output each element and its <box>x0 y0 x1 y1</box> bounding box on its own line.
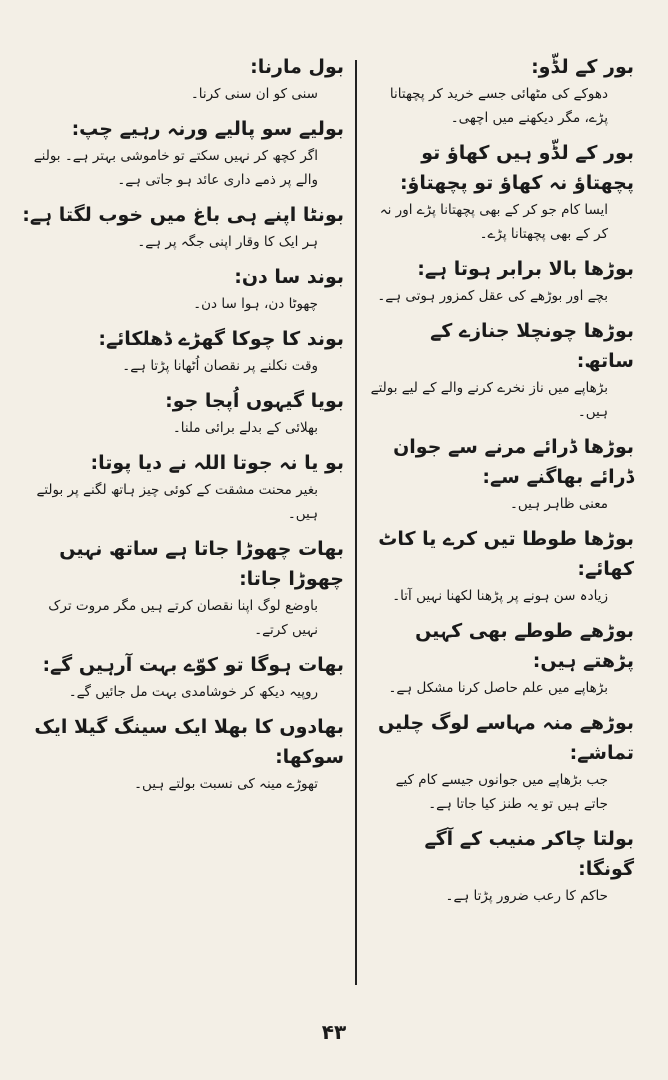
entry <box>368 432 634 516</box>
entry <box>22 52 344 106</box>
entry <box>368 708 634 816</box>
entry-headword: بونٹا اپنے ہی باغ میں خوب لگتا ہے: <box>22 204 344 226</box>
entry-definition: دھوکے کی مٹھائی جسے خرید کر پچھتانا پڑے، مگر دیکھنے میں اچھی۔ <box>389 86 608 126</box>
entry-definition: بغیر محنت مشقت کے کوئی چیز ہاتھ لگنے پر بولتے ہیں۔ <box>36 482 318 522</box>
entry-definition: بڑھاپے میں علم حاصل کرنا مشکل ہے۔ <box>388 680 608 696</box>
entry-headword: بویا گیہوں اُپجا جو: <box>165 390 344 412</box>
entry <box>368 254 634 308</box>
entry <box>368 52 634 130</box>
entry-definition: حاکم کا رعب ضرور پڑتا ہے۔ <box>445 888 608 904</box>
entry <box>368 138 634 246</box>
entry-definition: تھوڑے مینہ کی نسبت بولتے ہیں۔ <box>134 776 318 792</box>
entry-headword: بوڑھا چونچلا جنازے کے ساتھ: <box>430 320 634 372</box>
entry-headword: بوڑھا طوطا تیں کرے یا کاٹ کھائے: <box>378 528 634 580</box>
entry-headword: بوڑھے منہ مہاسے لوگ چلیں تماشے: <box>377 712 634 764</box>
entry-headword: بوڑھے طوطے بھی کہیں پڑھتے ہیں: <box>415 620 634 672</box>
entry-definition: اگر کچھ کر نہیں سکتے تو خاموشی بہتر ہے۔ بولنے والے پر ذمے داری عائد ہو جاتی ہے۔ <box>33 148 318 188</box>
entry-definition: بچے اور بوڑھے کی عقل کمزور ہوتی ہے۔ <box>377 288 608 304</box>
entry <box>22 114 344 192</box>
entry-headword: بوند سا دن: <box>234 266 344 288</box>
entry-definition: وقت نکلنے پر نقصان اُٹھانا پڑتا ہے۔ <box>122 358 318 374</box>
entry-definition: ایسا کام جو کر کے بھی پچھتانا پڑے اور نہ کر کے بھی پچھتانا پڑے۔ <box>379 202 608 242</box>
entry-headword: بور کے لڈّو: <box>531 56 634 78</box>
entry <box>22 712 344 796</box>
entry-headword: بولتا چاکر منیب کے آگے گونگا: <box>424 828 634 880</box>
entry-headword: بھات ہوگا تو کوّے بہت آرہیں گے: <box>42 654 344 676</box>
entry-definition: باوضع لوگ اپنا نقصان کرتے ہیں مگر مروت ترک نہیں کرتے۔ <box>48 598 318 638</box>
entry-definition: چھوٹا دن، ہوا سا دن۔ <box>193 296 318 312</box>
entry-headword: بوڑھا بالا برابر ہوتا ہے: <box>417 258 634 280</box>
entry <box>22 650 344 704</box>
entry <box>22 200 344 254</box>
entry <box>368 616 634 700</box>
entry-definition: روپیہ دیکھ کر خوشامدی بہت مل جائیں گے۔ <box>68 684 318 700</box>
entry-headword: بولیے سو پالیے ورنہ رہیے چپ: <box>71 118 344 140</box>
page-number: ۴۳ <box>321 1020 347 1044</box>
entry-definition: بھلائی کے بدلے برائی ملنا۔ <box>172 420 318 436</box>
entry-headword: بول مارنا: <box>250 56 344 78</box>
entry <box>22 534 344 642</box>
entry-headword: بو یا نہ جوتا اللہ نے دیا پوتا: <box>90 452 344 474</box>
entry <box>22 386 344 440</box>
entry-definition: جب بڑھاپے میں جوانوں جیسے کام کیے جاتے ہیں تو یہ طنز کیا جاتا ہے۔ <box>395 772 608 812</box>
entry-definition: سنی کو ان سنی کرنا۔ <box>190 86 318 102</box>
entry-headword: بھادوں کا بھلا ایک سینگ گیلا ایک سوکھا: <box>34 716 344 768</box>
entry-definition: زیادہ سن ہونے پر پڑھنا لکھنا نہیں آتا۔ <box>392 588 608 604</box>
entry <box>368 316 634 424</box>
entry-definition: ہر ایک کا وقار اپنی جگہ پر ہے۔ <box>137 234 318 250</box>
entry-headword: بور کے لڈّو ہیں کھاؤ تو پچھتاؤ نہ کھاؤ تو پچھتاؤ: <box>399 142 634 194</box>
entry <box>368 824 634 908</box>
entry <box>22 324 344 378</box>
left-column <box>22 52 344 804</box>
column-divider <box>355 60 357 985</box>
entry-definition: معنی ظاہر ہیں۔ <box>509 496 608 512</box>
entry-headword: بھات چھوڑا جاتا ہے ساتھ نہیں چھوڑا جاتا: <box>59 538 344 590</box>
entry <box>368 524 634 608</box>
right-column <box>368 52 634 916</box>
entry-headword: بوند کا چوکا گھڑے ڈھلکائے: <box>98 328 344 350</box>
entry-headword: بوڑھا ڈرائے مرنے سے جوان ڈرائے بھاگنے سے: <box>393 436 634 488</box>
entry-definition: بڑھاپے میں ناز نخرے کرنے والے کے لیے بولتے ہیں۔ <box>370 380 608 420</box>
entry <box>22 262 344 316</box>
entry <box>22 448 344 526</box>
